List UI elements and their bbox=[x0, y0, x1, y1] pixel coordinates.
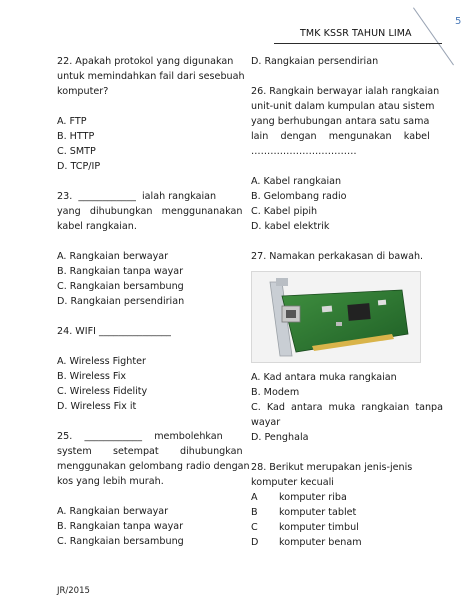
option-c[interactable]: C. Kabel pipih bbox=[251, 206, 318, 217]
page-number: 5 bbox=[455, 16, 462, 27]
question-text: system setempat dihubungkan bbox=[57, 446, 243, 457]
page-corner-line bbox=[413, 7, 454, 65]
option-c[interactable]: C. Rangkaian bersambung bbox=[57, 281, 184, 292]
option-c[interactable]: C. Wireless Fidelity bbox=[57, 386, 148, 397]
question-text: menggunakan gelombang radio dengan bbox=[57, 461, 250, 472]
option-text: komputer timbul bbox=[279, 522, 359, 533]
option-a[interactable]: A. FTP bbox=[57, 116, 87, 127]
option-a[interactable]: A. Rangkaian berwayar bbox=[57, 506, 169, 517]
question-text: 24. WIFI _______________ bbox=[57, 326, 171, 337]
question-text: komputer? bbox=[57, 86, 109, 97]
option-key: B bbox=[251, 507, 258, 518]
option-d[interactable]: D. Penghala bbox=[251, 432, 309, 443]
option-a[interactable] bbox=[251, 490, 419, 505]
option-d[interactable]: D. TCP/IP bbox=[57, 161, 101, 172]
option-b[interactable]: B. Wireless Fix bbox=[57, 371, 127, 382]
question-text: unit-unit dalam kumpulan atau sistem bbox=[251, 101, 435, 112]
question-text: 22. Apakah protokol yang digunakan bbox=[57, 56, 234, 67]
option-text: komputer benam bbox=[279, 537, 362, 548]
question-27 bbox=[251, 249, 444, 445]
option-b[interactable]: B. Gelombang radio bbox=[251, 191, 347, 202]
question-25 bbox=[57, 429, 250, 549]
page-header: TMK KSSR TAHUN LIMA bbox=[300, 28, 412, 39]
option-b[interactable]: B. Rangkaian tanpa wayar bbox=[57, 521, 184, 532]
question-26 bbox=[251, 84, 440, 234]
option-c[interactable] bbox=[251, 520, 419, 535]
left-column bbox=[57, 54, 250, 549]
option-key: A bbox=[251, 492, 258, 503]
question-text: 27. Namakan perkakasan di bawah. bbox=[251, 251, 424, 262]
question-text: komputer kecuali bbox=[251, 477, 334, 488]
option-b[interactable]: B. Modem bbox=[251, 387, 300, 398]
option-c[interactable]: C. Kad antara muka rangkaian tanpa bbox=[251, 402, 444, 413]
option-b[interactable]: B. Rangkaian tanpa wayar bbox=[57, 266, 184, 277]
question-text: untuk memindahkan fail dari sesebuah bbox=[57, 71, 245, 82]
option-b[interactable] bbox=[251, 505, 419, 520]
question-text: 28. Berikut merupakan jenis-jenis bbox=[251, 462, 413, 473]
question-text: 25. ____________ membolehkan bbox=[57, 431, 223, 442]
question-24 bbox=[57, 324, 240, 414]
question-28 bbox=[251, 460, 419, 550]
page-footer: JR/2015 bbox=[57, 586, 90, 596]
question-text: lain dengan mengunakan kabel bbox=[251, 131, 430, 142]
right-column bbox=[251, 54, 444, 550]
option-key: D bbox=[251, 537, 259, 548]
option-d[interactable]: D. Wireless Fix it bbox=[57, 401, 137, 412]
option-d[interactable]: D. kabel elektrik bbox=[251, 221, 330, 232]
option-d[interactable]: D. Rangkaian persendirian bbox=[57, 296, 185, 307]
option-c-continued[interactable]: wayar bbox=[251, 417, 281, 428]
header-rule bbox=[274, 43, 442, 44]
question-text: yang berhubungan antara satu sama bbox=[251, 116, 430, 127]
option-text: komputer tablet bbox=[279, 507, 357, 518]
option-c[interactable]: C. Rangkaian bersambung bbox=[57, 536, 184, 547]
question-23 bbox=[57, 189, 243, 309]
question-text: kos yang lebih murah. bbox=[57, 476, 164, 487]
option-c[interactable]: C. SMTP bbox=[57, 146, 96, 157]
option-a[interactable]: A. Wireless Fighter bbox=[57, 356, 146, 367]
answer-blank: …………………………… bbox=[251, 146, 357, 157]
option-a[interactable]: A. Kabel rangkaian bbox=[251, 176, 342, 187]
option-key: C bbox=[251, 522, 258, 533]
option-b[interactable]: B. HTTP bbox=[57, 131, 95, 142]
question-text: kabel rangkaian. bbox=[57, 221, 137, 232]
question-text: 26. Rangkain berwayar ialah rangkaian bbox=[251, 86, 440, 97]
option-d[interactable] bbox=[251, 535, 419, 550]
question-22 bbox=[57, 54, 245, 174]
question-text: 23. ____________ ialah rangkaian bbox=[57, 191, 217, 202]
network-card-icon bbox=[252, 272, 420, 362]
question-text: yang dihubungkan menggunanakan bbox=[57, 206, 243, 217]
network-card-image bbox=[251, 271, 421, 363]
option-d[interactable]: D. Rangkaian persendirian bbox=[251, 56, 379, 67]
option-a[interactable]: A. Rangkaian berwayar bbox=[57, 251, 169, 262]
option-a[interactable]: A. Kad antara muka rangkaian bbox=[251, 372, 397, 383]
option-text: komputer riba bbox=[279, 492, 347, 503]
